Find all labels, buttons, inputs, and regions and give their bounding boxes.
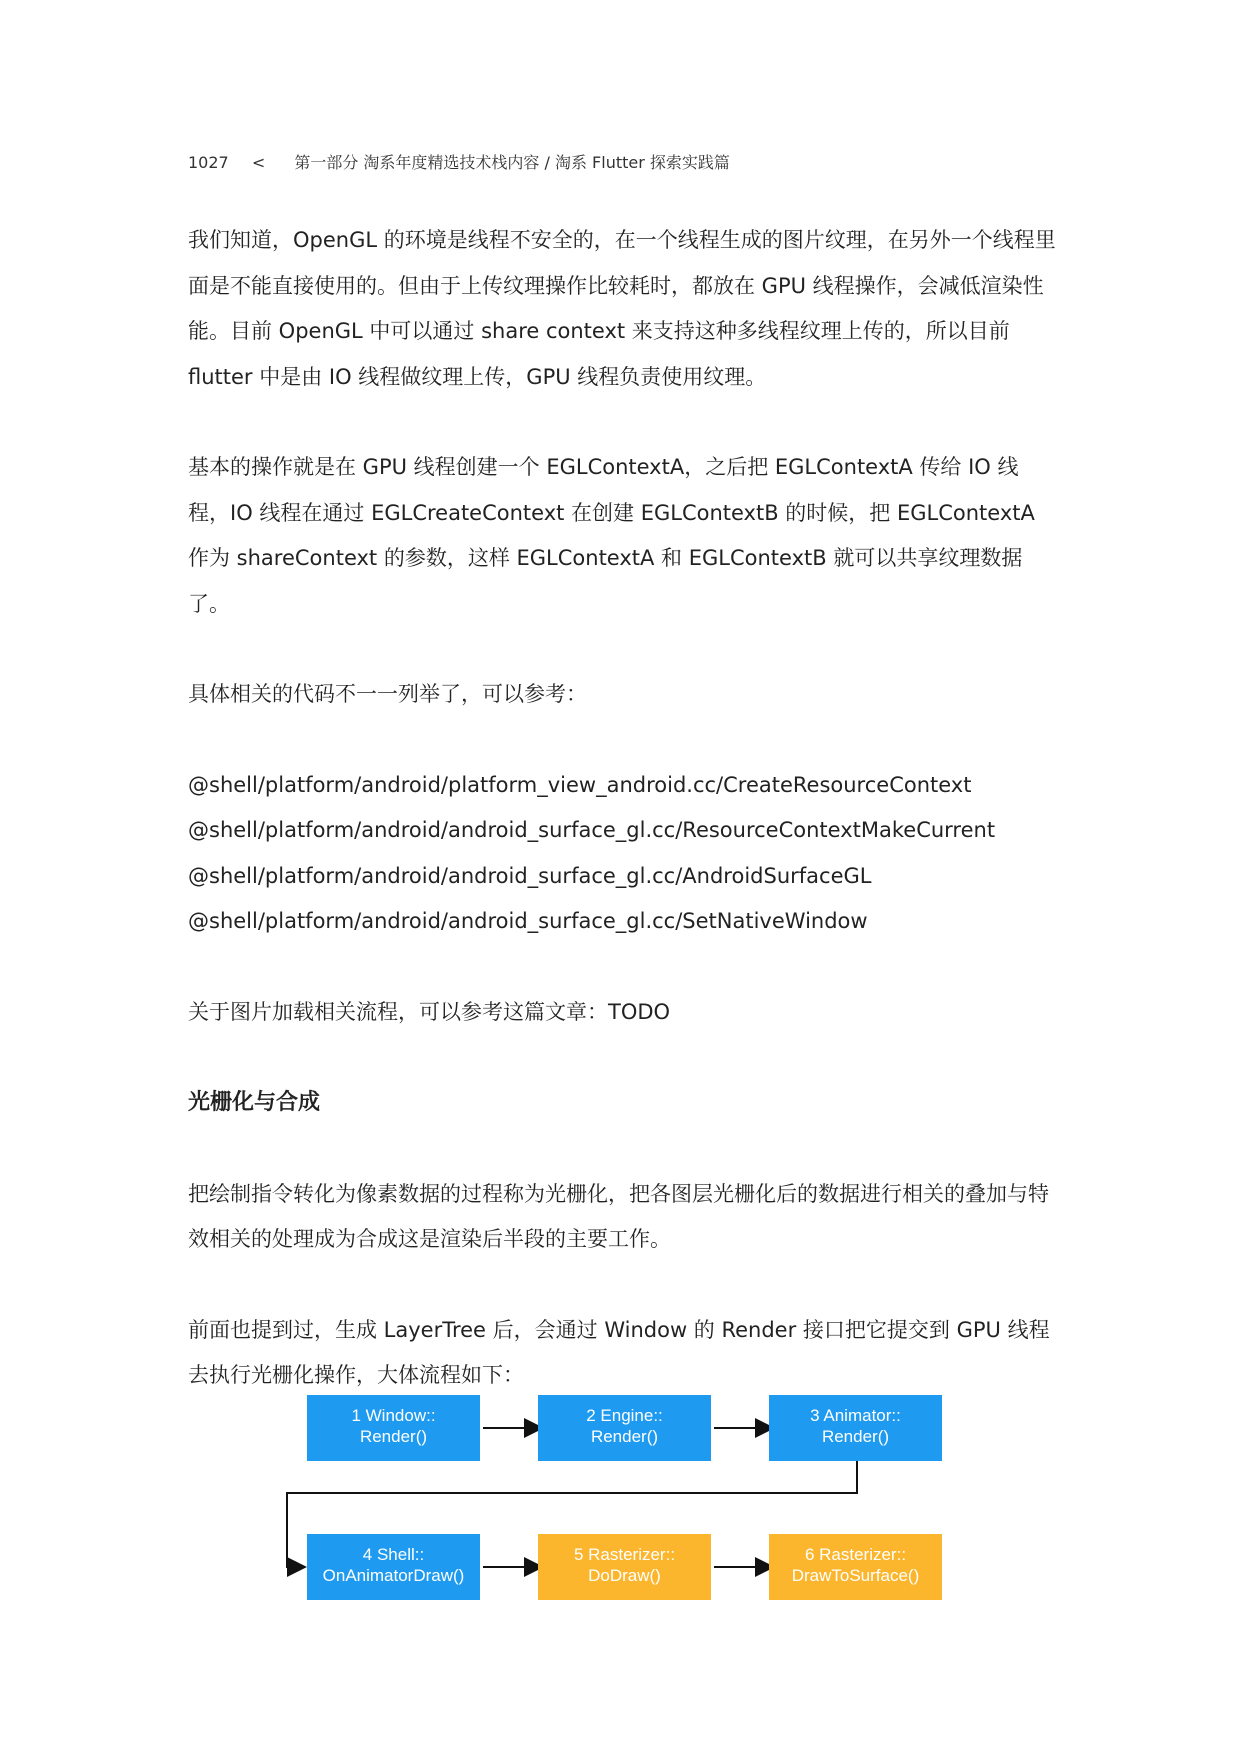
paragraph-layertree: 前面也提到过，生成 LayerTree 后，会通过 Window 的 Render 接口把它提交到 GPU 线程去执行光栅化操作，大体流程如下： xyxy=(188,1317,1050,1387)
section-heading: 光栅化与合成 xyxy=(188,1090,321,1115)
header-separator: < xyxy=(251,153,266,172)
flowchart-step-title: 5 Rasterizer:: xyxy=(573,1545,676,1564)
paragraph-rasterization: 把绘制指令转化为像素数据的过程称为光栅化，把各图层光栅化后的数据进行相关的叠加与特效相关的处理成为合成这是渲染后半段的主要工作。 xyxy=(188,1181,1049,1251)
flowchart-step-1 xyxy=(307,1395,480,1461)
code-path-3: @shell/platform/android/android_surface_gl.cc/AndroidSurfaceGL xyxy=(188,863,872,888)
header-breadcrumb: 第一部分 淘系年度精选技术栈内容 / 淘系 Flutter 探索实践篇 xyxy=(294,153,730,172)
code-path-2: @shell/platform/android/android_surface_gl.cc/ResourceContextMakeCurrent xyxy=(188,818,996,842)
flowchart-step-5 xyxy=(538,1534,711,1600)
code-path-1: @shell/platform/android/platform_view_android.cc/CreateResourceContext xyxy=(188,772,972,797)
flowchart-step-2 xyxy=(538,1395,711,1461)
render-flowchart xyxy=(0,1380,1240,1620)
flowchart-step-method: Render() xyxy=(590,1427,659,1446)
flowchart-step-title: 2 Engine:: xyxy=(586,1406,663,1425)
flowchart-step-title: 1 Window:: xyxy=(351,1406,436,1425)
flowchart-step-method: Render() xyxy=(359,1427,428,1446)
paragraph-image-loading: 关于图片加载相关流程，可以参考这篇文章：TODO xyxy=(188,999,671,1024)
flowchart-step-title: 4 Shell:: xyxy=(362,1545,425,1564)
code-path-4: @shell/platform/android/android_surface_gl.cc/SetNativeWindow xyxy=(188,909,868,933)
page-header xyxy=(188,150,730,173)
flowchart-step-method: DoDraw() xyxy=(588,1566,661,1585)
page-number: 1027 xyxy=(188,153,229,172)
flowchart-step-method: OnAnimatorDraw() xyxy=(322,1566,465,1585)
paragraph-egl-context: 基本的操作就是在 GPU 线程创建一个 EGLContextA，之后把 EGLContextA 传给 IO 线程，IO 线程在通过 EGLCreateContext 在创建 EGLContextB 的时候，把 EGLContextA 作为 shareContext 的参数，这样 EGLContextA 和 EGLContextB 就可以共享纹理数据了。 xyxy=(188,455,1035,616)
flowchart-step-title: 3 Animator:: xyxy=(810,1406,901,1425)
flowchart-step-method: DrawToSurface() xyxy=(791,1566,920,1585)
code-path-list xyxy=(188,763,1058,945)
paragraph-code-reference: 具体相关的代码不一一列举了，可以参考： xyxy=(188,682,587,706)
flowchart-step-method: Render() xyxy=(821,1427,890,1446)
flowchart-step-6 xyxy=(769,1534,942,1600)
flowchart-boxes xyxy=(307,1395,942,1600)
flowchart-step-3 xyxy=(769,1395,942,1461)
flowchart-svg xyxy=(0,1380,1240,1620)
flowchart-step-title: 6 Rasterizer:: xyxy=(804,1545,907,1564)
document-body xyxy=(188,218,1058,1444)
flowchart-step-4 xyxy=(307,1534,480,1600)
paragraph-opengl-thread: 我们知道，OpenGL 的环境是线程不安全的，在一个线程生成的图片纹理，在另外一个线程里面是不能直接使用的。但由于上传纹理操作比较耗时，都放在 GPU 线程操作，会减低渲染性能。目前 OpenGL 中可以通过 share context 来支持这种多线程纹理上传的，所以目前 flutter 中是由 IO 线程做纹理上传，GPU 线程负责使用纹理。 xyxy=(188,228,1056,389)
